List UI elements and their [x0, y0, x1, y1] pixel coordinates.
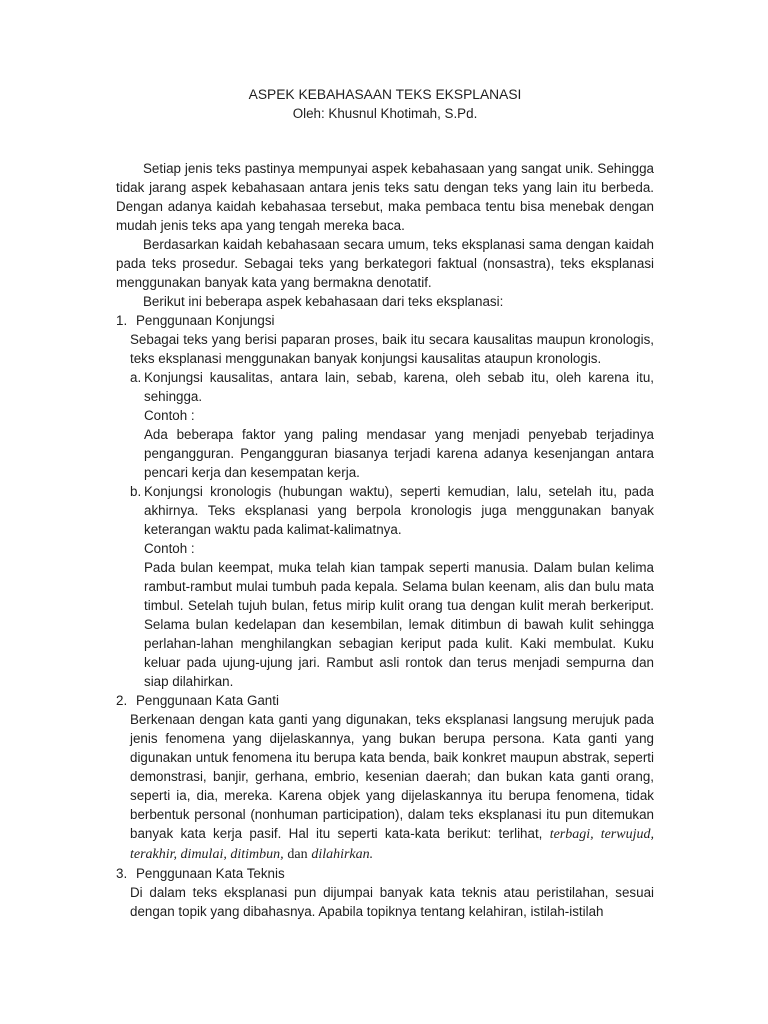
intro-paragraph-1: Setiap jenis teks pastinya mempunyai aspek kebahasaan yang sangat unik. Sehingga tidak jarang aspek kebahasaan antara jenis teks satu dengan teks yang lain itu berbeda. Dengan adanya kaidah kebahasaa tersebut, maka pembaca tentu bisa menebak dengan mudah jenis teks apa yang tengah mereka baca.	[116, 161, 654, 233]
conjunction-text: dan	[287, 847, 308, 862]
section-heading-text: Penggunaan Konjungsi	[136, 313, 275, 328]
section-heading-text: Penggunaan Kata Teknis	[136, 866, 285, 881]
section-number: 2.	[116, 693, 128, 708]
section-3-body	[116, 883, 654, 921]
list-item-letter: a.	[130, 370, 142, 385]
section-2-body	[116, 710, 654, 864]
section-1	[116, 311, 654, 691]
section-3	[116, 864, 654, 921]
section-1-heading	[116, 311, 654, 330]
document-title: ASPEK KEBAHASAAN TEKS EKSPLANASI	[248, 87, 522, 102]
example-text: Ada beberapa faktor yang paling mendasar yang menjadi penyebab terjadinya pengangguran. Pengangguran biasanya terjadi karena adanya kesenjangan antara pencari kerja dan kesempatan kerja.	[144, 427, 654, 480]
italic-examples: terbagi, terwujud, terakhir, dimulai, ditimbun,	[130, 827, 654, 862]
list-item-text: Konjungsi kronologis (hubungan waktu), seperti kemudian, lalu, setelah itu, pada akhirnya. Teks eksplanasi yang berpola kronologis juga menggunakan banyak keterangan waktu pada kalimat-kalimatnya.	[144, 484, 654, 537]
example-text: Pada bulan keempat, muka telah kian tampak seperti manusia. Dalam bulan kelima rambut-rambut mulai tumbuh pada kepala. Selama bulan keenam, alis dan bulu mata timbul. Setelah tujuh bulan, fetus mirip kulit orang tua dengan kulit merah berkeriput. Selama bulan kedelapan dan kesembilan, lemak ditimbun di bawah kulit sehingga perlahan-lahan menghilangkan sebagian keriput pada kulit. Kaki membulat. Kuku keluar pada ujung-ujung jari. Rambut asli rontok dan terus menjadi sempurna dan siap dilahirkan.	[144, 560, 654, 689]
example-label: Contoh :	[144, 408, 195, 423]
section-paragraph: Sebagai teks yang berisi paparan proses, baik itu secara kausalitas maupun kronologis, teks eksplanasi menggunakan banyak konjungsi kausalitas ataupun kronologis.	[130, 332, 654, 366]
section-number: 3.	[116, 866, 128, 881]
section-3-heading	[116, 864, 654, 883]
section-paragraph	[130, 710, 654, 864]
section-1-body	[116, 330, 654, 691]
list-item-a	[130, 368, 654, 482]
list-item-letter: b.	[130, 484, 142, 499]
example-label: Contoh :	[144, 541, 195, 556]
intro-paragraph-3: Berikut ini beberapa aspek kebahasaan dari teks eksplanasi:	[143, 294, 504, 309]
section-heading-text: Penggunaan Kata Ganti	[136, 693, 279, 708]
list-item-b	[130, 482, 654, 691]
section-2	[116, 691, 654, 864]
document-author: Oleh: Khusnul Khotimah, S.Pd.	[292, 106, 478, 121]
section-number: 1.	[116, 313, 128, 328]
section-paragraph: Di dalam teks eksplanasi pun dijumpai banyak kata teknis atau peristilahan, sesuai dengan topik yang dibahasnya. Apabila topiknya tentang kelahiran, istilah-istilah	[130, 885, 654, 919]
list-item-text: Konjungsi kausalitas, antara lain, sebab, karena, oleh sebab itu, oleh karena itu, sehingga.	[144, 370, 654, 404]
section-paragraph-text: Berkenaan dengan kata ganti yang digunakan, teks eksplanasi langsung merujuk pada jenis fenomena yang dijelaskannya, yang bukan berupa persona. Kata ganti yang digunakan untuk fenomena itu berupa kata benda, baik konkret maupun abstrak, seperti demonstrasi, banjir, gerhana, embrio, kesenian daerah; dan bukan kata ganti orang, seperti ia, dia, mereka. Karena objek yang dijelaskannya itu berupa fenomena, tidak berbentuk personal (nonhuman participation), dalam teks eksplanasi itu pun ditemukan banyak kata kerja pasif. Hal itu seperti kata-kata berikut: terlihat,	[130, 712, 654, 841]
intro-paragraph-2: Berdasarkan kaidah kebahasaan secara umum, teks eksplanasi sama dengan kaidah pada teks prosedur. Sebagai teks yang berkategori faktual (nonsastra), teks eksplanasi menggunakan banyak kata yang bermakna denotatif.	[116, 237, 654, 290]
section-2-heading	[116, 691, 654, 710]
italic-example-end: dilahirkan.	[311, 847, 374, 862]
